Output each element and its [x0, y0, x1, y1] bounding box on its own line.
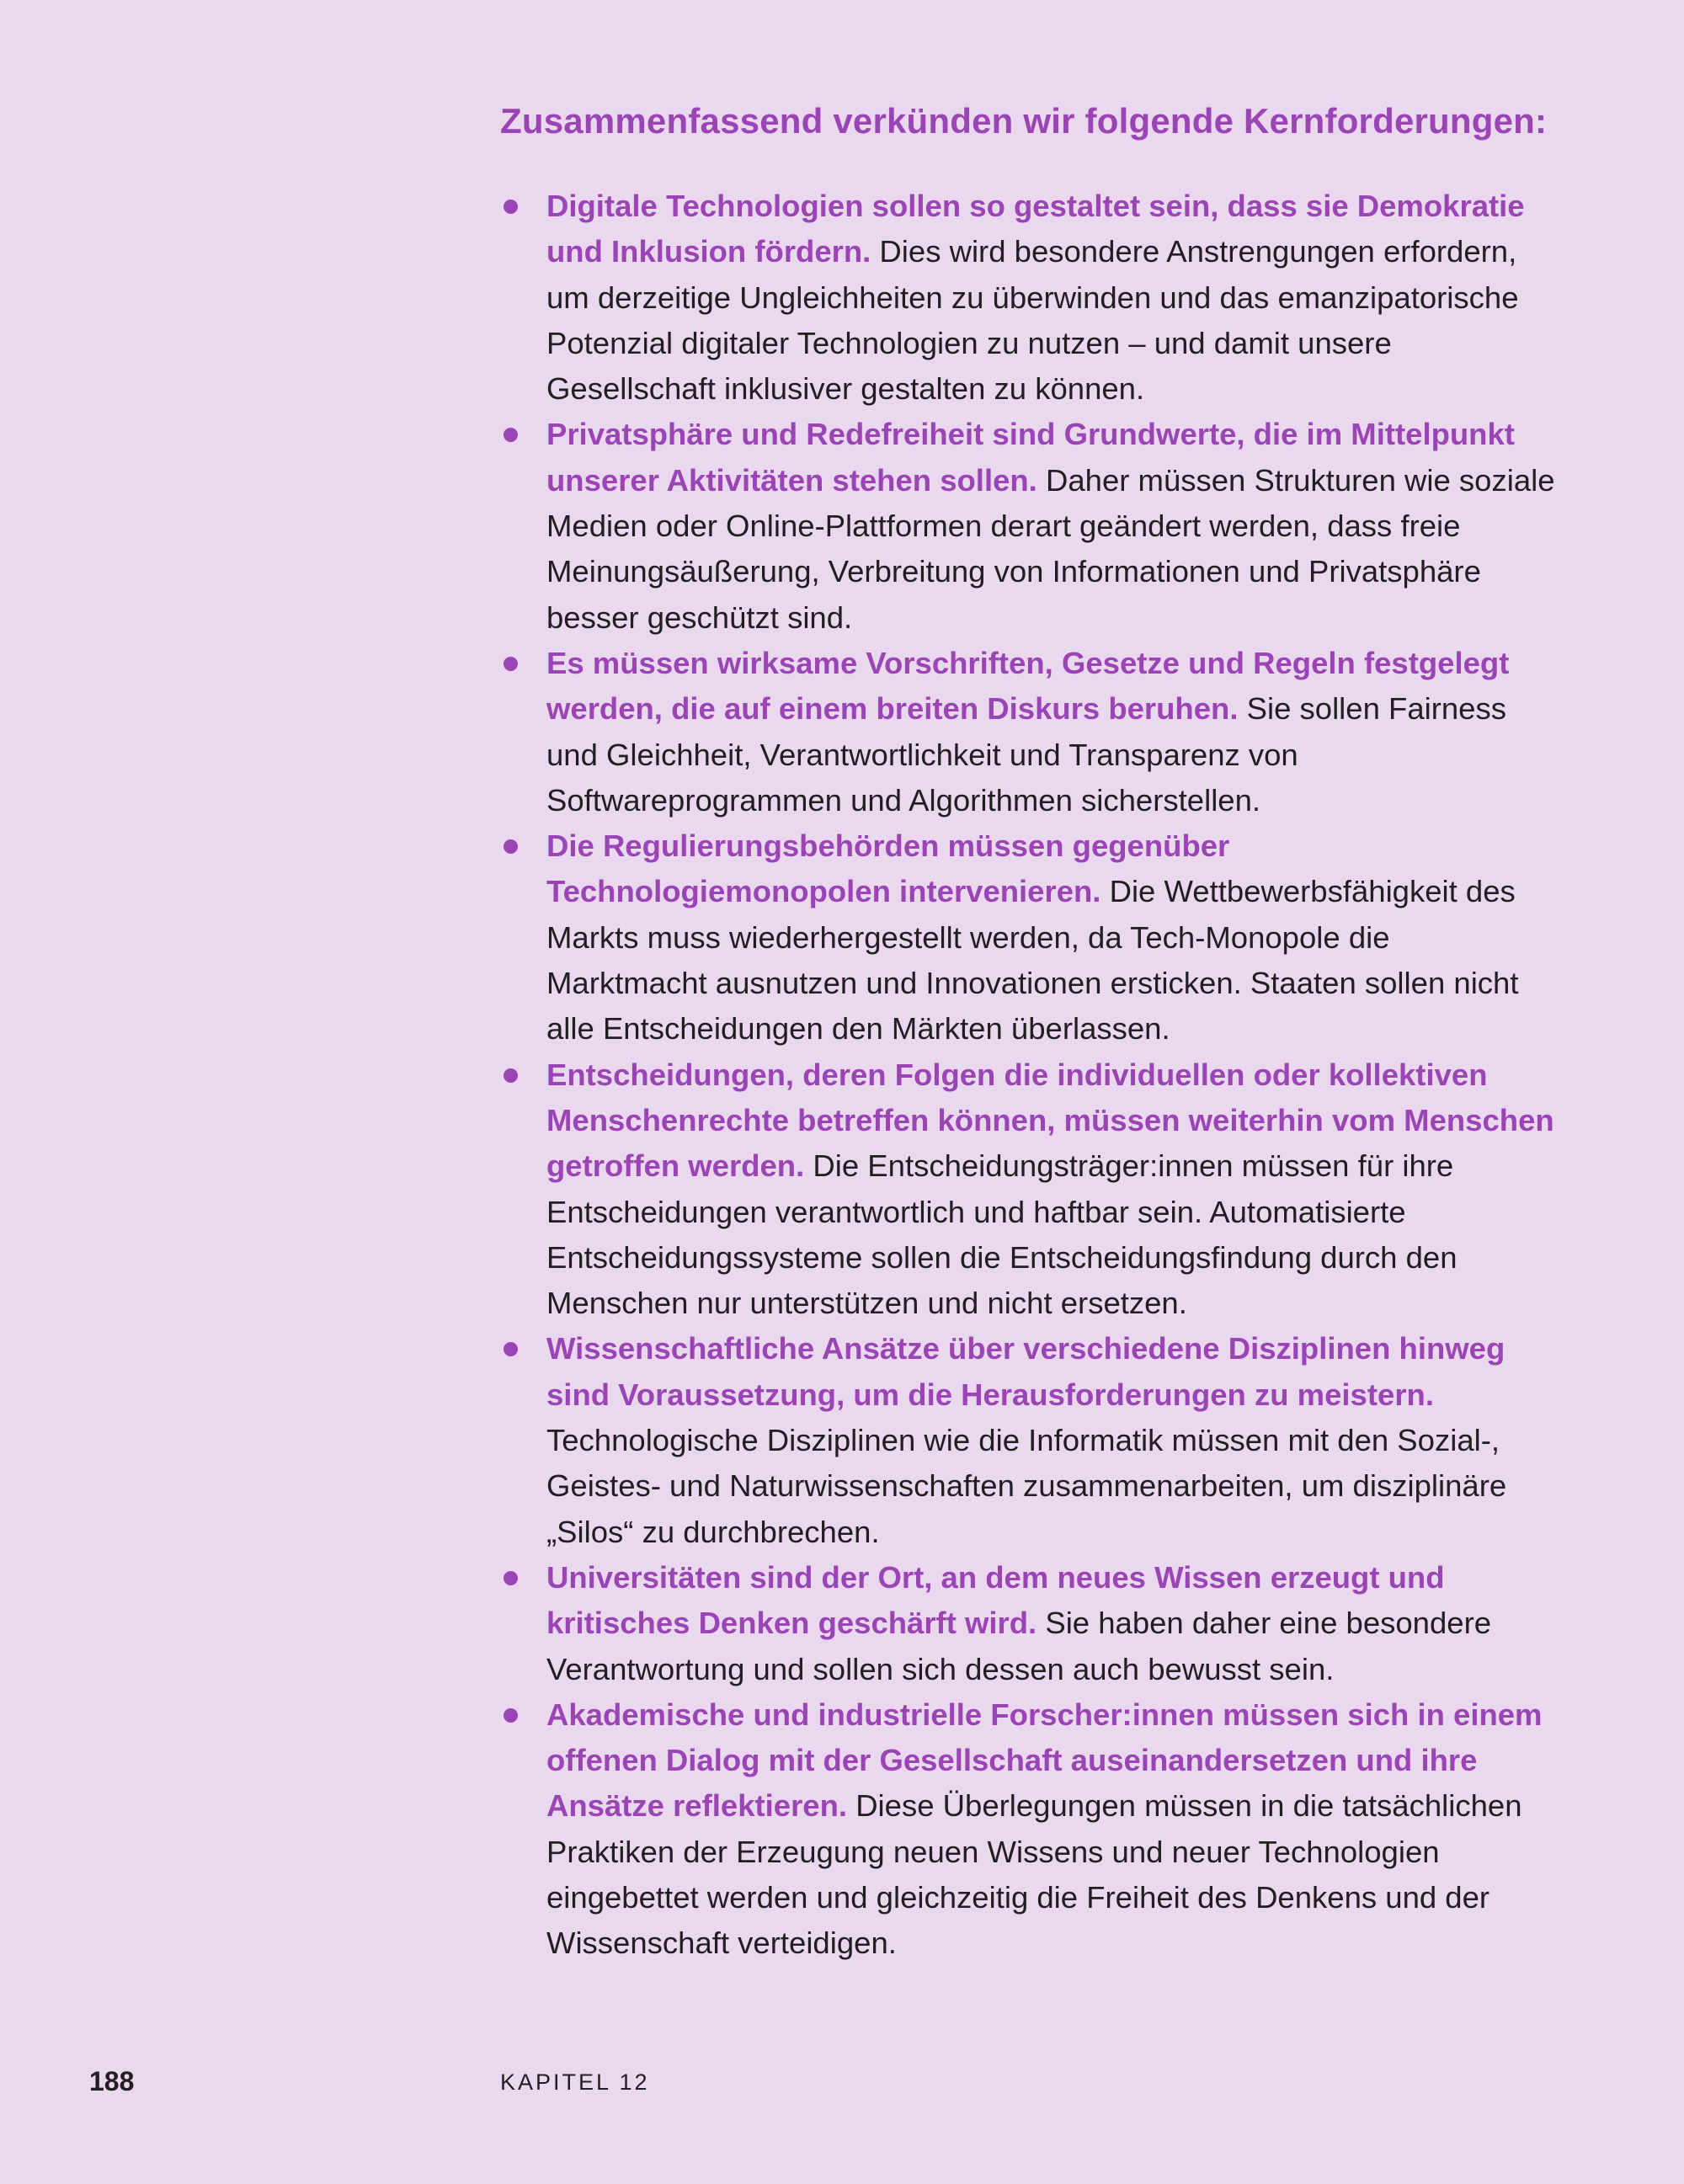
list-item: [500, 823, 1557, 1052]
item-lead: Universitäten sind der Ort, an dem neues Wissen erzeugt und kritisches Denken geschärft wird.: [546, 1559, 1445, 1641]
item-text: Technologische Disziplinen wie die Informatik müssen mit den Sozial-, Geistes- und Naturwissenschaften zusammenarbeiten, um disziplinäre „Silos“ zu durchbrechen.: [546, 1423, 1507, 1549]
page-heading: Zusammenfassend verkünden wir folgende Kernforderungen:: [500, 101, 1548, 141]
item-lead: Entscheidungen, deren Folgen die individuellen oder kollektiven Menschenrechte betreffen können, müssen weiterhin vom Menschen getroffen werden.: [546, 1057, 1554, 1184]
item-lead: Privatsphäre und Redefreiheit sind Grundwerte, die im Mittelpunkt unserer Aktivitäten stehen sollen.: [546, 417, 1515, 498]
item-text: Dies wird besondere Anstrengungen erfordern, um derzeitige Ungleichheiten zu überwinden und das emanzipatorische Potenzial digitaler Technologien zu nutzen – und damit unsere Gesellschaft inklusiver gestalten zu können.: [546, 234, 1519, 407]
item-text: Daher müssen Strukturen wie soziale Medien oder Online-Plattformen derart geändert werden, dass freie Meinungsäußerung, Verbreitung von Informationen und Privatsphäre besser geschützt sind.: [546, 462, 1555, 635]
list-item: [500, 1692, 1557, 1967]
bullet-icon: [504, 1571, 518, 1585]
list-item: [500, 412, 1557, 640]
item-text: Sie haben daher eine besondere Verantwortung und sollen sich dessen auch bewusst sein.: [546, 1606, 1492, 1686]
list-item: [500, 1326, 1557, 1554]
item-lead: Digitale Technologien sollen so gestaltet sein, dass sie Demokratie und Inklusion fördern.: [546, 189, 1525, 269]
list-item: [500, 641, 1557, 823]
item-text: Die Wettbewerbsfähigkeit des Markts muss wiederhergestellt werden, da Tech-Monopole die Marktmacht ausnutzen und Innovationen ersticken. Staaten sollen nicht alle Entscheidungen den Märkten überlassen.: [546, 874, 1519, 1047]
bullet-icon: [504, 428, 518, 442]
main-content: [500, 94, 1557, 1967]
bullet-icon: [504, 1068, 518, 1083]
page-number: 188: [89, 2066, 135, 2096]
demands-list: [500, 184, 1557, 1967]
list-item: [500, 1555, 1557, 1692]
list-item: [500, 1052, 1557, 1327]
bullet-icon: [504, 200, 518, 214]
bullet-icon: [504, 1342, 518, 1356]
item-text: Diese Überlegungen müssen in die tatsächlichen Praktiken der Erzeugung neuen Wissens und neuer Technologien eingebettet werden und gleichzeitig die Freiheit des Denkens und der Wissenschaft verteidigen.: [546, 1788, 1522, 1961]
item-lead: Akademische und industrielle Forscher:innen müssen sich in einem offenen Dialog mit der Gesellschaft auseinandersetzen und ihre Ansätze reflektieren.: [546, 1697, 1543, 1824]
item-text: Die Entscheidungsträger:innen müssen für ihre Entscheidungen verantwortlich und haftbar sein. Automatisierte Entscheidungssysteme sollen die Entscheidungsfindung durch den Menschen nur unterstützen und nicht ersetzen.: [546, 1148, 1458, 1321]
item-lead: Die Regulierungsbehörden müssen gegenüber Technologiemonopolen intervenieren.: [546, 828, 1230, 909]
list-item: [500, 184, 1557, 412]
chapter-label: KAPITEL 12: [500, 2069, 650, 2095]
item-text: Sie sollen Fairness und Gleichheit, Verantwortlichkeit und Transparenz von Softwareprogrammen und Algorithmen sicherstellen.: [546, 691, 1506, 818]
bullet-icon: [504, 1708, 518, 1723]
item-lead: Es müssen wirksame Vorschriften, Gesetze und Regeln festgelegt werden, die auf einem breiten Diskurs beruhen.: [546, 645, 1510, 727]
bullet-icon: [504, 657, 518, 671]
bullet-icon: [504, 839, 518, 854]
item-lead: Wissenschaftliche Ansätze über verschiedene Disziplinen hinweg sind Voraussetzung, um die Herausforderungen zu meistern.: [546, 1331, 1505, 1412]
